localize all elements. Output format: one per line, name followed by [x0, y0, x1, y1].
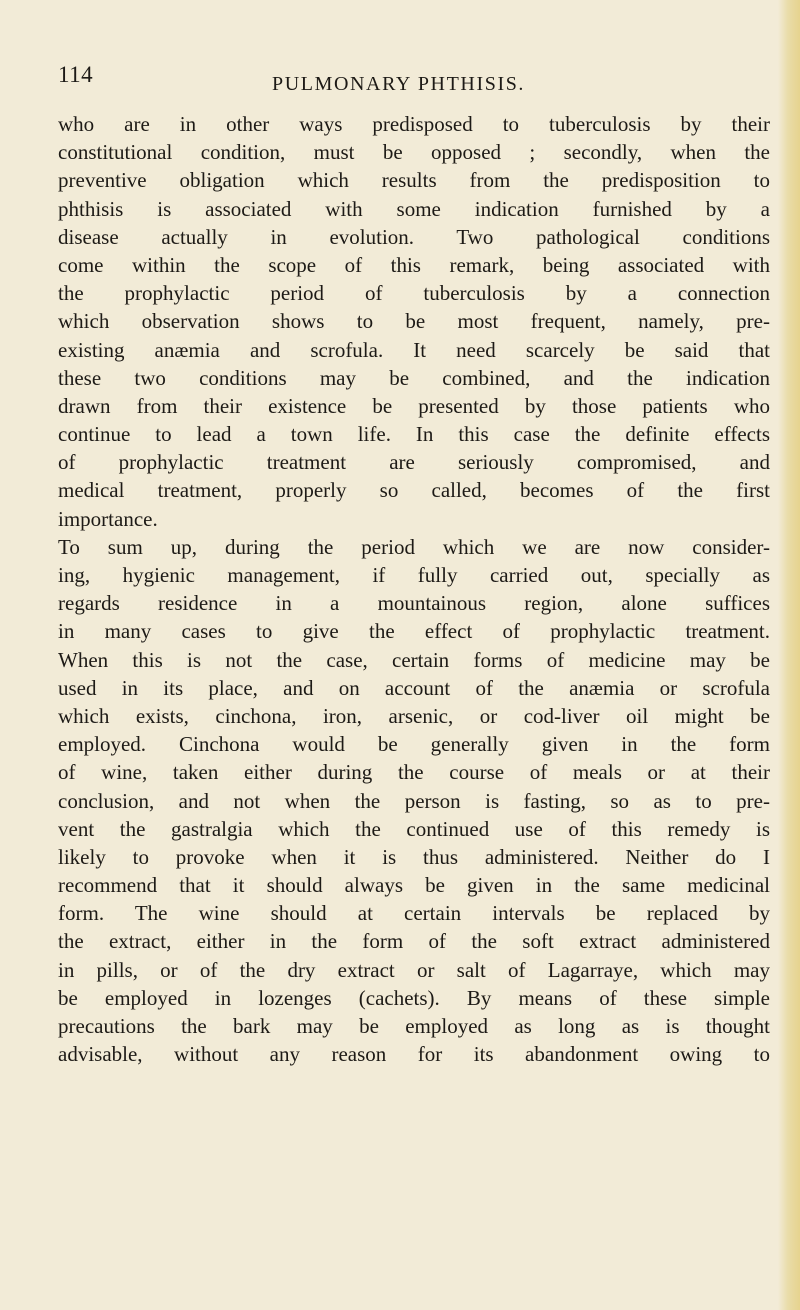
text-line: constitutional condition, must be opposed ; secondly, when the: [58, 140, 770, 165]
text-line: continue to lead a town life. In this case the definite effects: [58, 422, 770, 447]
text-line: of wine, taken either during the course of meals or at their: [58, 760, 770, 785]
text-line: which exists, cinchona, iron, arsenic, or cod-liver oil might be: [58, 703, 770, 728]
text-line: form. The wine should at certain intervals be replaced by: [58, 901, 770, 926]
text-line: advisable, without any reason for its abandonment owing to: [58, 1042, 770, 1067]
text-line: employed. Cinchona would be generally given in the form: [58, 732, 770, 757]
text-line: vent the gastralgia which the continued use of this remedy is: [58, 816, 770, 841]
text-line: preventive obligation which results from the predisposition to: [58, 168, 770, 193]
text-line: the extract, either in the form of the soft extract administered: [58, 929, 770, 954]
text-line: likely to provoke when it is thus administered. Neither do I: [58, 844, 770, 869]
text-line: conclusion, and not when the person is fasting, so as to pre-: [58, 788, 770, 813]
text-line: existing anæmia and scrofula. It need scarcely be said that: [58, 337, 770, 362]
text-line: precautions the bark may be employed as long as is thought: [58, 1014, 770, 1038]
text-line: in many cases to give the effect of prophylactic treatment.: [58, 619, 770, 644]
text-line: drawn from their existence be presented by those patients who: [58, 393, 770, 418]
text-line: importance.: [58, 506, 158, 531]
text-line: come within the scope of this remark, being associated with: [58, 252, 770, 277]
text-line: recommend that it should always be given in the same medicinal: [58, 873, 770, 898]
text-line: who are in other ways predisposed to tuberculosis by their: [58, 112, 770, 136]
text-line: used in its place, and on account of the anæmia or scrofula: [58, 675, 770, 700]
text-line: the prophylactic period of tuberculosis by a connection: [58, 281, 770, 306]
page-number: 114: [58, 62, 94, 87]
text-line: disease actually in evolution. Two pathological conditions: [58, 224, 770, 249]
text-line: medical treatment, properly so called, becomes of the first: [58, 478, 770, 503]
text-line: in pills, or of the dry extract or salt of Lagarraye, which may: [58, 957, 770, 982]
text-line: When this is not the case, certain forms of medicine may be: [58, 647, 770, 672]
text-line: To sum up, during the period which we are now consider-: [58, 534, 770, 559]
text-line: regards residence in a mountainous region, alone suffices: [58, 591, 770, 616]
text-line: which observation shows to be most frequent, namely, pre-: [58, 309, 770, 334]
text-line: be employed in lozenges (cachets). By means of these simple: [58, 985, 770, 1010]
text-line: of prophylactic treatment are seriously compromised, and: [58, 450, 770, 475]
body-text: [58, 110, 770, 1068]
text-line: these two conditions may be combined, and the indication: [58, 365, 770, 390]
text-line: phthisis is associated with some indication furnished by a: [58, 196, 770, 221]
text-line: ing, hygienic management, if fully carried out, specially as: [58, 563, 770, 587]
running-head: PULMONARY PHTHISIS.: [272, 73, 526, 95]
page-edge-shadow: [778, 0, 800, 1310]
